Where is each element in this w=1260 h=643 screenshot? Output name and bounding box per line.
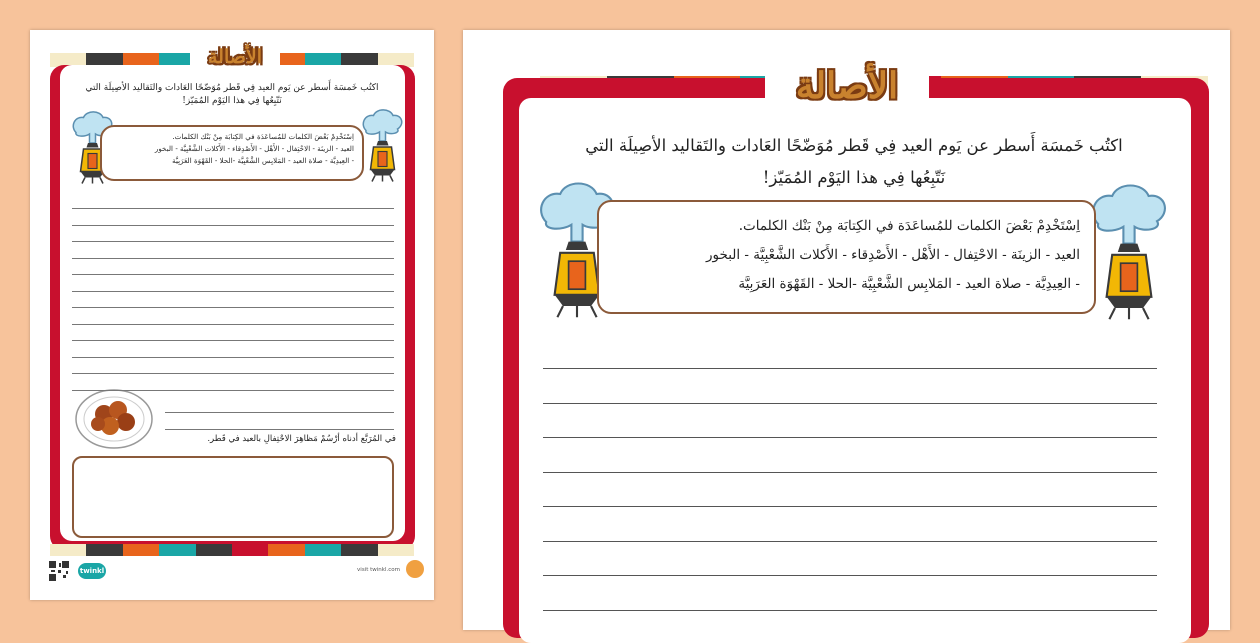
band-segment [123,544,159,556]
writing-line[interactable] [543,368,1157,369]
writing-line[interactable] [72,241,394,242]
writing-line[interactable] [72,225,394,226]
prompt-line-2: نَتّبِعُها فِي هذا اليَوْم المُمَيّز! [762,168,946,187]
writing-line[interactable] [72,324,394,325]
writing-line[interactable] [165,412,394,413]
writing-line[interactable] [543,506,1157,507]
page-title: الأصالة [190,44,280,70]
band-segment [196,544,232,556]
page-title: الأصالة [765,62,929,110]
prompt-line-2: نَتّبِعُها فِي هذا اليَوْم المُمَيّز! [182,96,282,106]
writing-prompt [539,130,1169,194]
word-bank-heading: اِسْتَخْدِمْ بَعْضَ الكلمات للمُساعَدَة في الكِتابَة مِنْ بَنْك الكلمات. [738,218,1080,234]
lantern-icon [360,108,405,183]
writing-line[interactable] [72,307,394,308]
prompt-line-1: اكتُب خَمسَة أَسطر عن يَوم العيد فِي قَطر مُوَضّحًا العَادات والتَقاليد الأصِيلَة التي [585,136,1123,155]
writing-line[interactable] [72,390,394,391]
writing-line[interactable] [543,472,1157,473]
writing-line[interactable] [543,610,1157,611]
word-bank-line-2: - العِيدِيَّة - صلاة العيد - المَلابِس الشَّعْبِيَّة -الحلا - القَهْوَة العَرَبِيَّة [172,156,354,165]
band-segment [305,544,341,556]
word-bank-box [100,125,364,181]
word-bank-heading: اِسْتَخْدِمْ بَعْضَ الكلمات للمُساعَدَة في الكِتابَة مِنْ بَنْك الكلمات. [172,132,354,141]
qr-code-icon [48,560,70,582]
band-segment [86,544,122,556]
worksheet-preview-thumbnail[interactable] [30,30,434,600]
word-bank-line-1: العيد - الزينَة - الاحْتِفال - الأَهْل - الأَصْدِقاء - الأَكلات الشَّعْبِيَّة - البخور [706,247,1080,263]
band-segment [50,544,86,556]
writing-line[interactable] [72,274,394,275]
writing-line[interactable] [72,291,394,292]
writing-line[interactable] [72,340,394,341]
band-segment [378,544,414,556]
lantern-icon [1087,180,1171,324]
writing-line[interactable] [543,575,1157,576]
word-bank-line-2: - العِيدِيَّة - صلاة العيد - المَلابِس الشَّعْبِيَّة -الحلا - القَهْوَة العَرَبِيَّة [738,276,1080,292]
writing-line[interactable] [543,541,1157,542]
drawing-instruction: في المُرَبَّع أدناه أرْسُمْ مَظاهِرَ الاحْتِفالِ بالعيد في قَطر. [207,434,396,444]
writing-line[interactable] [543,403,1157,404]
band-segment [341,544,377,556]
word-bank-line-1: العيد - الزينَة - الاحْتِفال - الأَهْل - الأَصْدِقاء - الأَكلات الشَّعْبِيَّة - البخور [154,144,354,153]
twinkl-badge-icon [406,560,424,578]
footer-visit-text: visit twinkl.com [357,567,400,573]
writing-line[interactable] [543,437,1157,438]
writing-prompt [66,82,398,108]
writing-line[interactable] [72,373,394,374]
drawing-box[interactable] [72,456,394,538]
writing-line[interactable] [72,208,394,209]
word-bank-box [597,200,1096,314]
writing-line[interactable] [165,429,394,430]
band-segment [159,544,195,556]
prompt-line-1: اكتُب خَمسَة أَسطر عن يَوم العيد فِي قَطر مُوَضّحًا العَادات والتَقاليد الأصِيلَة التي [85,83,379,93]
twinkl-logo: twinkl [78,563,106,579]
writing-line[interactable] [72,357,394,358]
worksheet-zoomed[interactable] [463,30,1230,630]
band-segment [232,544,268,556]
bottom-pattern-band [50,544,414,556]
band-segment [268,544,304,556]
writing-line[interactable] [72,258,394,259]
